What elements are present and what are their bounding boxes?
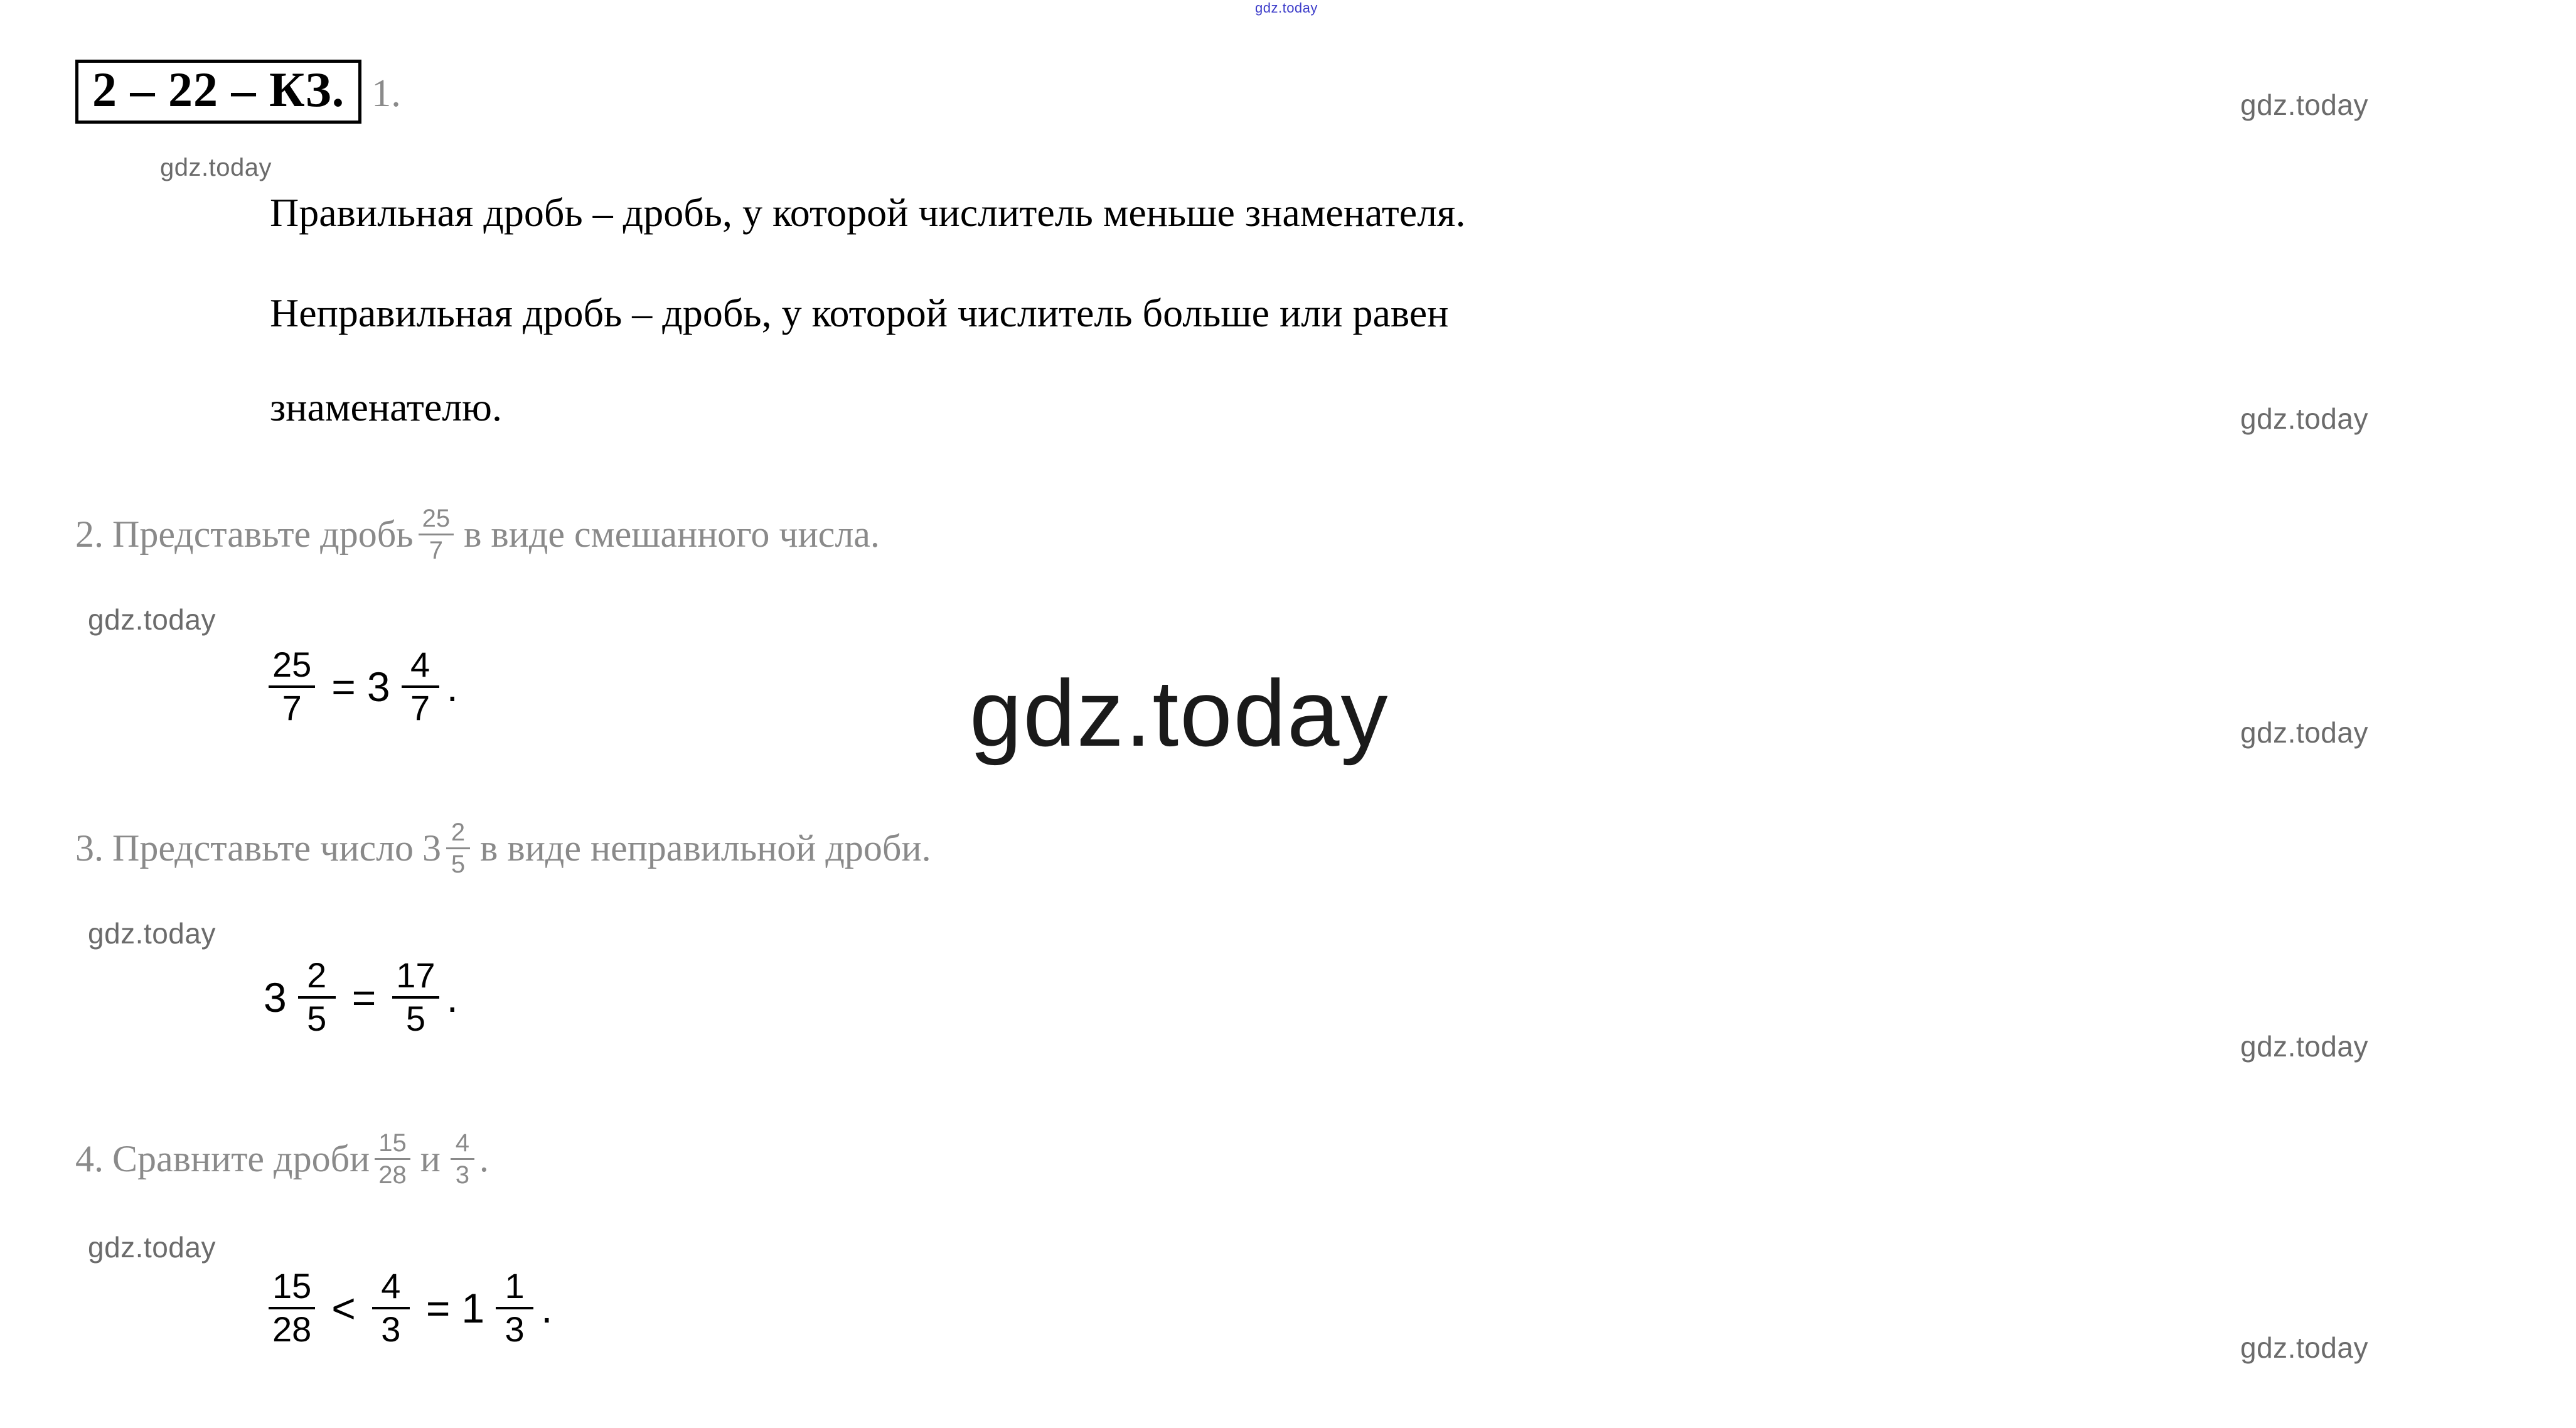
task-4-answer-mid-fraction — [372, 1268, 410, 1348]
fraction-numerator: 2 — [451, 819, 466, 846]
definition-line-3: знаменателю. — [270, 385, 502, 429]
fraction-numerator: 15 — [378, 1129, 407, 1157]
fraction-numerator: 4 — [455, 1129, 469, 1157]
fraction-numerator: 15 — [272, 1266, 312, 1306]
task-4-answer-right-fraction — [496, 1268, 533, 1348]
fraction-denominator: 28 — [272, 1309, 312, 1349]
task-4-answer — [264, 1268, 552, 1348]
task-2-operator: = — [331, 663, 356, 710]
fraction-denominator: 3 — [505, 1309, 525, 1349]
task-2-answer-left-fraction — [269, 647, 315, 727]
task-3-answer-tail: . — [446, 974, 458, 1021]
task-3-prompt-fraction — [446, 819, 470, 878]
watermark-under-code: gdz.today — [160, 154, 272, 181]
task-4-prompt — [75, 1130, 489, 1188]
task-2-prompt-before: Представьте дробь — [112, 513, 414, 555]
task-3-answer-left-fraction — [298, 957, 336, 1038]
task-3-prompt-after: в виде неправильной дроби. — [480, 827, 931, 869]
watermark-right-3: gdz.today — [2240, 716, 2368, 749]
task-3-answer-mixed — [264, 957, 341, 1038]
fraction-numerator: 1 — [505, 1266, 525, 1306]
task-4-answer-left-fraction — [269, 1268, 315, 1348]
task-3-number: 3. — [75, 827, 104, 869]
watermark-right-5: gdz.today — [2240, 1331, 2368, 1364]
task-3-answer-right-fraction — [392, 957, 439, 1038]
watermark-right-2: gdz.today — [2240, 402, 2368, 435]
watermark-right-1: gdz.today — [2240, 89, 2368, 121]
task-3-prompt-before: Представьте число — [112, 827, 414, 869]
fraction-numerator: 4 — [410, 645, 430, 684]
mixed-whole: 3 — [264, 974, 287, 1021]
fraction-bar — [375, 1158, 410, 1160]
task-4-operator-1: < — [331, 1284, 356, 1331]
task-4-prompt-after: . — [479, 1138, 489, 1179]
watermark-left-1: gdz.today — [88, 603, 216, 636]
fraction-bar — [419, 534, 454, 535]
task-2-prompt-after: в виде смешанного числа. — [464, 513, 880, 555]
task-2-prompt-fraction — [419, 505, 454, 564]
fraction-denominator: 7 — [410, 687, 430, 727]
document-header — [75, 60, 401, 124]
watermark-left-2: gdz.today — [88, 917, 216, 950]
fraction-denominator: 3 — [455, 1161, 469, 1189]
fraction-denominator: 28 — [378, 1161, 407, 1189]
task-2-answer-mixed — [367, 647, 444, 727]
watermark-center-big: gdz.today — [970, 660, 1389, 766]
task-4-answer-mixed — [461, 1268, 538, 1348]
task-4-answer-tail: . — [541, 1284, 553, 1331]
task-4-operator-2: = — [425, 1284, 451, 1331]
fraction-numerator: 25 — [422, 505, 451, 532]
watermark-left-3: gdz.today — [88, 1231, 216, 1264]
fraction-bar — [446, 847, 470, 849]
definition-line-1: Правильная дробь – дробь, у которой числитель меньше знаменателя. — [270, 190, 1466, 235]
fraction-denominator: 7 — [282, 687, 302, 727]
task-3-prompt — [75, 819, 931, 878]
task-2-number: 2. — [75, 513, 104, 555]
fraction-numerator: 2 — [307, 955, 327, 995]
task-4-prompt-conj: и — [420, 1138, 441, 1179]
fraction-numerator: 25 — [272, 645, 312, 684]
mixed-whole: 3 — [366, 663, 390, 710]
task-2-prompt — [75, 505, 880, 564]
task-2-answer — [264, 647, 458, 727]
item-number-1: 1. — [371, 72, 401, 115]
task-4-prompt-before: Сравните дроби — [112, 1138, 370, 1179]
fraction-denominator: 5 — [405, 998, 425, 1038]
task-3-prompt-whole: 3 — [422, 827, 442, 869]
task-3-answer — [264, 957, 458, 1038]
task-2-answer-tail: . — [446, 663, 458, 710]
fraction-denominator: 3 — [381, 1309, 401, 1349]
fraction-denominator: 5 — [451, 851, 466, 878]
fraction-denominator: 5 — [307, 998, 327, 1038]
task-4-number: 4. — [75, 1138, 104, 1179]
mixed-whole: 1 — [461, 1284, 485, 1331]
task-3-operator: = — [351, 974, 377, 1021]
watermark-right-4: gdz.today — [2240, 1030, 2368, 1063]
task-code-box: 2 – 22 – КЗ. — [75, 60, 361, 124]
definition-line-2: Неправильная дробь – дробь, у которой числитель больше или равен — [270, 291, 1449, 335]
fraction-bar — [451, 1158, 474, 1160]
task-4-prompt-fraction-a — [375, 1130, 410, 1188]
task-2-answer-right-fraction — [402, 647, 439, 727]
task-4-prompt-fraction-b — [451, 1130, 474, 1188]
fraction-numerator: 17 — [396, 955, 436, 995]
fraction-denominator: 7 — [429, 537, 443, 564]
fraction-numerator: 4 — [381, 1266, 401, 1306]
watermark-top: gdz.today — [1255, 0, 1318, 16]
